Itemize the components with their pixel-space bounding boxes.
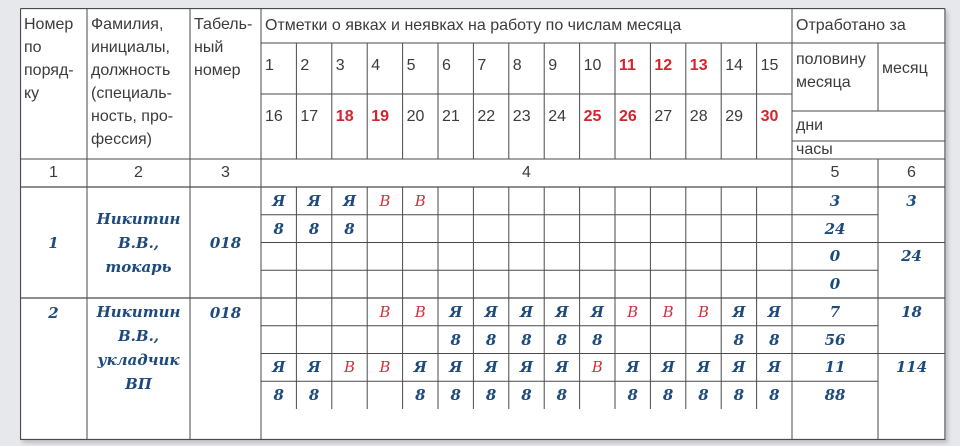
day-mark: 8 [592, 330, 603, 349]
worked-month: 24 [901, 247, 922, 266]
worked-half-month: 7 [829, 302, 841, 321]
header-name-line: ность, про- [91, 108, 174, 125]
day-mark: Я [661, 358, 675, 377]
day-mark: 8 [662, 386, 674, 405]
day-mark: Я [732, 358, 746, 377]
employee-index: 2 [48, 304, 59, 322]
header-name-line: (специаль- [91, 85, 172, 102]
day-number-14: 14 [725, 57, 743, 74]
day-mark: Я [519, 302, 534, 321]
day-number-20: 20 [406, 108, 425, 125]
worked-half-month: 88 [824, 386, 846, 405]
day-mark: В [379, 302, 391, 321]
header-name [87, 8, 190, 159]
header-name-line: фессия) [91, 131, 152, 148]
header-number-line: ку [24, 85, 40, 102]
day-mark: Я [272, 191, 286, 210]
header-half-month [792, 43, 878, 111]
day-mark: 8 [450, 386, 461, 405]
column-number-4: 4 [522, 164, 531, 181]
worked-half-month: 0 [829, 247, 841, 266]
day-mark: 8 [308, 386, 320, 405]
day-number-7: 7 [477, 57, 487, 74]
day-number-18: 18 [335, 108, 354, 125]
header-days: дни [796, 117, 824, 134]
worked-half-month: 56 [824, 330, 846, 349]
column-number-5: 5 [830, 164, 840, 181]
header-half-month-line: половину [796, 51, 866, 68]
day-number-29: 29 [725, 108, 743, 125]
column-number-3: 3 [221, 164, 230, 181]
header-name-line: должность [91, 62, 171, 79]
day-number-22: 22 [477, 108, 496, 125]
day-mark: Я [484, 358, 498, 377]
header-half-month-line: месяца [796, 74, 851, 91]
day-mark: 8 [273, 219, 284, 238]
day-number-25: 25 [583, 108, 602, 125]
header-tab-number-line: номер [194, 62, 241, 79]
day-mark: В [591, 358, 603, 377]
day-mark: Я [696, 358, 711, 377]
day-mark: Я [555, 358, 569, 377]
day-mark: 8 [627, 386, 638, 405]
day-mark: 8 [556, 386, 568, 405]
employee-name-line: токарь [105, 258, 172, 276]
day-mark: 8 [344, 219, 355, 238]
day-mark: 8 [308, 219, 320, 238]
day-mark: Я [555, 302, 569, 321]
day-number-13: 13 [689, 57, 708, 74]
employee-name-line: В.В., [117, 234, 160, 252]
day-number-17: 17 [300, 108, 319, 125]
day-number-21: 21 [442, 108, 460, 125]
day-mark: Я [307, 191, 321, 210]
day-number-11: 11 [619, 57, 636, 74]
day-mark: Я [413, 358, 427, 377]
day-number-15: 15 [760, 57, 779, 74]
day-mark: 8 [521, 386, 532, 405]
header-number-line: по [24, 39, 42, 56]
day-mark: В [627, 302, 639, 321]
worked-half-month: 3 [829, 191, 841, 210]
timesheet-page [20, 8, 946, 440]
day-mark: Я [307, 358, 321, 377]
day-mark: 8 [733, 330, 745, 349]
employee-name-line: В.В., [117, 327, 160, 345]
header-hours: часы [796, 141, 833, 158]
day-mark: 8 [698, 386, 709, 405]
header-number [20, 8, 87, 159]
day-mark: 8 [485, 330, 497, 349]
day-mark: В [343, 358, 355, 377]
day-number-2: 2 [300, 57, 310, 74]
day-mark: Я [272, 358, 286, 377]
employee-tab-number: 018 [209, 233, 242, 252]
employee-name-line: Никитин [96, 303, 181, 321]
employee-name [87, 300, 190, 411]
worked-month: 18 [901, 302, 922, 321]
header-number-line: Номер [24, 16, 74, 33]
day-mark: 8 [733, 386, 745, 405]
worked-month: 3 [906, 191, 917, 210]
worked-half-month: 11 [824, 358, 846, 377]
employee-name-line: Никитин [96, 210, 181, 228]
employee-tab-number: 018 [209, 304, 242, 322]
day-mark: Я [484, 302, 498, 321]
day-number-5: 5 [406, 57, 416, 74]
day-mark: В [662, 302, 674, 321]
day-number-9: 9 [548, 57, 558, 74]
day-number-12: 12 [654, 57, 673, 74]
day-mark: В [414, 302, 426, 321]
day-mark: 8 [415, 386, 426, 405]
day-mark: Я [767, 302, 781, 321]
day-number-3: 3 [335, 57, 345, 74]
day-mark: Я [519, 358, 534, 377]
header-tab-number-line: Табель- [194, 16, 253, 33]
column-number-1: 1 [49, 164, 58, 181]
day-mark: 8 [485, 386, 497, 405]
day-mark: 8 [521, 330, 532, 349]
day-number-8: 8 [512, 57, 522, 74]
day-mark: Я [449, 358, 463, 377]
day-mark: В [379, 358, 391, 377]
header-worked: Отработано за [796, 16, 906, 34]
day-number-27: 27 [654, 108, 673, 125]
column-number-6: 6 [907, 164, 916, 181]
day-number-4: 4 [371, 57, 381, 74]
day-mark: В [379, 191, 391, 210]
day-mark: Я [590, 302, 604, 321]
day-number-1: 1 [265, 57, 274, 74]
day-number-30: 30 [760, 108, 779, 125]
employee-name-line: укладчик [97, 351, 180, 369]
worked-half-month: 24 [824, 219, 846, 238]
header-name-line: Фамилия, [91, 16, 164, 33]
day-mark: Я [732, 302, 746, 321]
day-number-6: 6 [442, 57, 451, 74]
worked-month: 114 [895, 358, 928, 377]
day-mark: Я [626, 358, 640, 377]
day-mark: 8 [556, 330, 568, 349]
day-number-10: 10 [583, 57, 602, 74]
day-mark: 8 [769, 330, 780, 349]
day-mark: Я [767, 358, 781, 377]
day-mark: В [414, 191, 426, 210]
day-number-26: 26 [619, 108, 637, 125]
column-number-2: 2 [134, 164, 143, 181]
day-mark: 8 [273, 386, 284, 405]
day-mark: 8 [450, 330, 461, 349]
header-tab-number-line: ный [194, 39, 224, 56]
day-number-19: 19 [371, 108, 389, 125]
header-month: месяц [882, 59, 928, 77]
day-number-24: 24 [548, 108, 566, 125]
day-mark: Я [342, 191, 357, 210]
day-number-23: 23 [512, 108, 531, 125]
header-name-line: инициалы, [91, 39, 170, 56]
header-tab-number [190, 8, 261, 159]
day-mark: 8 [769, 386, 780, 405]
header-marks: Отметки о явках и неявках на работу по числам месяца [265, 16, 682, 34]
worked-half-month: 0 [829, 275, 841, 294]
day-mark: В [697, 302, 709, 321]
day-mark: Я [449, 302, 463, 321]
employee-name-line: ВП [125, 375, 152, 393]
day-number-16: 16 [265, 108, 283, 125]
day-number-28: 28 [689, 108, 708, 125]
employee-index: 1 [48, 233, 59, 252]
header-number-line: поряд- [24, 62, 74, 79]
